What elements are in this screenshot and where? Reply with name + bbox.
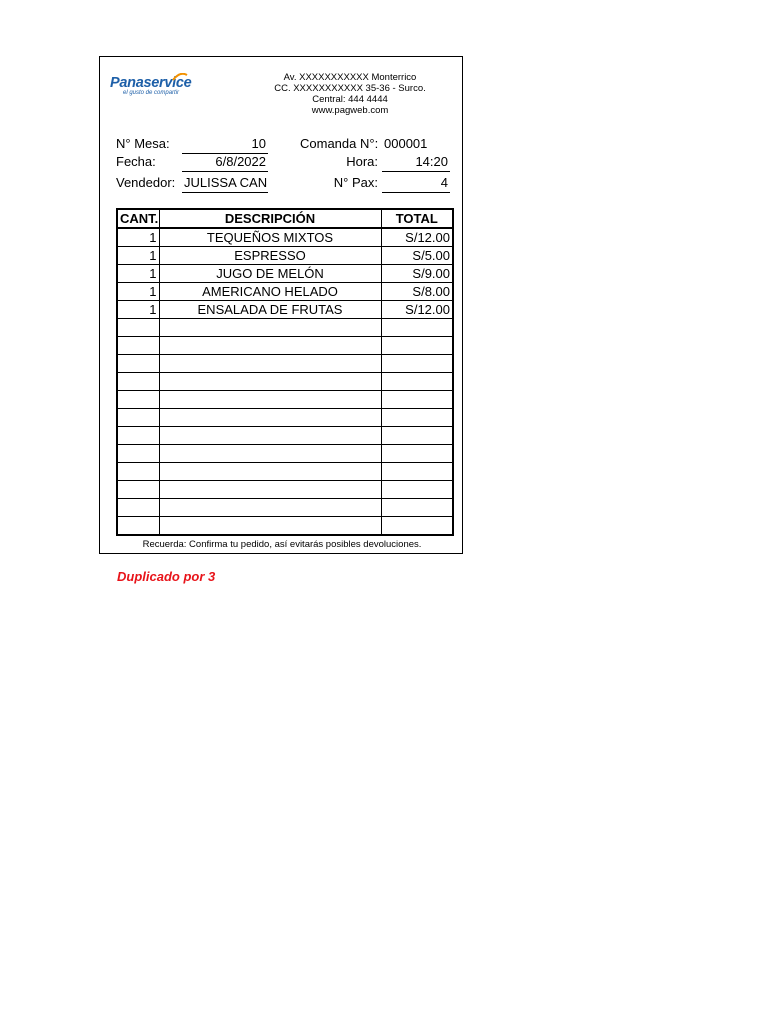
cell-cant: 1 — [117, 283, 159, 301]
table-row — [117, 391, 453, 409]
cell-total — [381, 409, 453, 427]
table-row — [117, 301, 453, 319]
comanda-value: 000001 — [384, 136, 428, 151]
pax-underline — [382, 192, 450, 193]
table-row — [117, 373, 453, 391]
cell-descripcion — [159, 445, 381, 463]
logo-tagline: el gusto de compartir — [123, 90, 180, 96]
table-row — [117, 265, 453, 283]
address-line: Av. XXXXXXXXXXX Monterrico — [283, 72, 417, 83]
table-row — [117, 337, 453, 355]
cell-total: S/5.00 — [381, 247, 453, 265]
table-header-row — [117, 209, 453, 228]
cell-descripcion — [159, 373, 381, 391]
cell-cant: 1 — [117, 265, 159, 283]
vendedor-underline — [182, 192, 268, 193]
cell-descripcion — [159, 391, 381, 409]
cell-total — [381, 319, 453, 337]
cell-total: S/8.00 — [381, 283, 453, 301]
hora-value: 14:20 — [415, 154, 448, 169]
cell-total — [381, 463, 453, 481]
items-table — [116, 208, 454, 536]
cell-cant: 1 — [117, 228, 159, 247]
cell-cant — [117, 355, 159, 373]
mesa-label: N° Mesa: — [116, 136, 170, 151]
table-row — [117, 499, 453, 517]
cell-cant — [117, 463, 159, 481]
cell-descripcion — [159, 427, 381, 445]
table-row — [117, 445, 453, 463]
cell-cant: 1 — [117, 247, 159, 265]
table-row — [117, 463, 453, 481]
cell-descripcion: AMERICANO HELADO — [159, 283, 381, 301]
cell-descripcion — [159, 481, 381, 499]
fecha-value: 6/8/2022 — [215, 154, 266, 169]
cell-total — [381, 481, 453, 499]
column-header-descripcion: DESCRIPCIÓN — [159, 209, 381, 228]
logo-brand-text: Panaservice — [110, 75, 192, 91]
cell-descripcion: JUGO DE MELÓN — [159, 265, 381, 283]
cell-total: S/12.00 — [381, 301, 453, 319]
table-row — [117, 319, 453, 337]
table-row — [117, 427, 453, 445]
cell-cant — [117, 445, 159, 463]
table-row — [117, 355, 453, 373]
table-row — [117, 247, 453, 265]
cell-cant — [117, 391, 159, 409]
cell-descripcion: TEQUEÑOS MIXTOS — [159, 228, 381, 247]
cell-descripcion: ENSALADA DE FRUTAS — [159, 301, 381, 319]
cell-total — [381, 427, 453, 445]
fecha-underline — [182, 171, 268, 172]
pax-label: N° Pax: — [333, 175, 378, 190]
cell-total: S/9.00 — [381, 265, 453, 283]
cell-descripcion — [159, 337, 381, 355]
vendedor-value: JULISSA CAN — [184, 175, 268, 190]
website-line: www.pagweb.com — [311, 105, 389, 116]
cell-cant — [117, 409, 159, 427]
cell-cant — [117, 427, 159, 445]
cell-descripcion — [159, 517, 381, 536]
cell-cant — [117, 373, 159, 391]
cell-total — [381, 337, 453, 355]
comanda-label: Comanda N°: — [300, 136, 379, 151]
table-row — [117, 228, 453, 247]
duplicate-note: Duplicado por 3 — [117, 569, 216, 584]
cell-descripcion — [159, 319, 381, 337]
table-row — [117, 283, 453, 301]
logo-swoosh-icon — [172, 73, 188, 81]
cell-descripcion — [159, 463, 381, 481]
address-line: CC. XXXXXXXXXXX 35-36 - Surco. — [274, 83, 426, 94]
table-row — [117, 517, 453, 536]
cell-descripcion — [159, 355, 381, 373]
cell-descripcion — [159, 499, 381, 517]
cell-total: S/12.00 — [381, 228, 453, 247]
column-header-total: TOTAL — [381, 209, 453, 228]
fecha-label: Fecha: — [116, 154, 156, 169]
cell-total — [381, 517, 453, 536]
cell-total — [381, 373, 453, 391]
cell-total — [381, 355, 453, 373]
panaservice-logo — [110, 75, 220, 103]
table-row — [117, 409, 453, 427]
footer-note: Recuerda: Confirma tu pedido, así evitarás posibles devoluciones. — [142, 539, 422, 550]
cell-descripcion: ESPRESSO — [159, 247, 381, 265]
cell-cant — [117, 319, 159, 337]
hora-label: Hora: — [346, 154, 378, 169]
phone-line: Central: 444 4444 — [312, 94, 388, 105]
cell-total — [381, 445, 453, 463]
cell-cant: 1 — [117, 301, 159, 319]
pax-value: 4 — [440, 175, 448, 190]
cell-cant — [117, 517, 159, 536]
cell-cant — [117, 481, 159, 499]
address-block — [260, 72, 440, 116]
order-ticket — [99, 56, 463, 554]
cell-total — [381, 391, 453, 409]
cell-cant — [117, 499, 159, 517]
hora-underline — [382, 171, 450, 172]
cell-cant — [117, 337, 159, 355]
mesa-value: 10 — [251, 136, 266, 151]
column-header-cant: CANT. — [117, 209, 159, 228]
cell-total — [381, 499, 453, 517]
cell-descripcion — [159, 409, 381, 427]
table-row — [117, 481, 453, 499]
vendedor-label: Vendedor: — [116, 175, 176, 190]
